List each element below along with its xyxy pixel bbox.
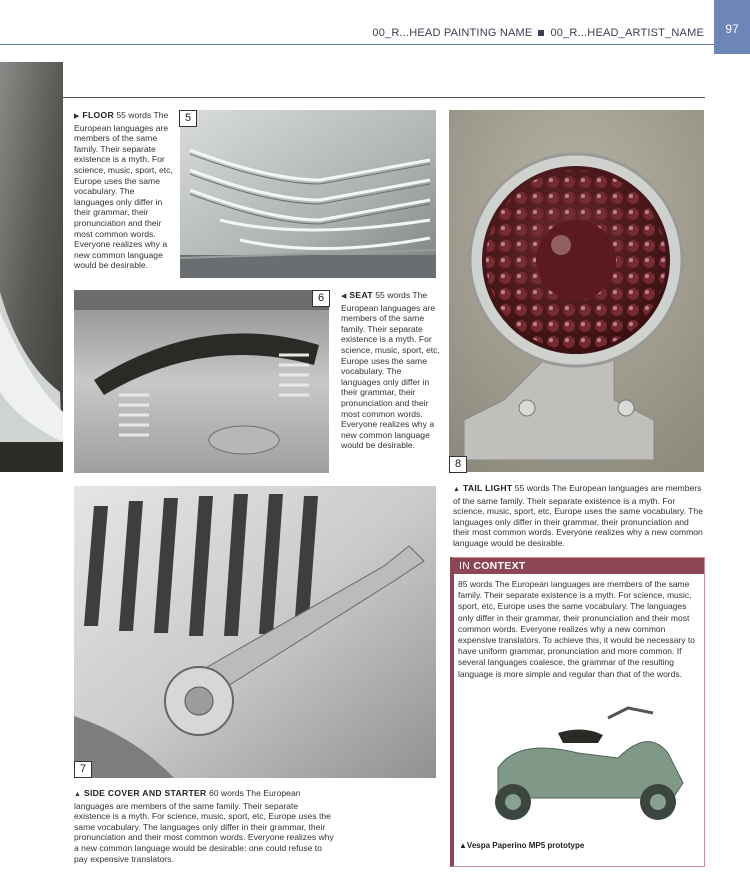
- vespa-caption-text: Vespa Paperino MP5 prototype: [466, 841, 585, 850]
- pointer-right-icon: ▶: [74, 113, 80, 120]
- page-number-tab: [714, 0, 750, 54]
- caption-seat: [341, 290, 442, 451]
- photo-tail-light: [449, 110, 704, 472]
- caption-floor-title: FLOOR: [82, 110, 114, 120]
- header-separator-icon: [538, 30, 544, 36]
- caption-tail-light: [453, 483, 703, 549]
- header-text: [372, 27, 704, 39]
- caption-floor-text: 55 words The European languages are members of the same family. Their separate existence is a myth. For science, music, sport, etc, Europe uses the same vocabulary. The languages only differ in their grammar, their pronunciation and their most common words. Everyone realizes why a new common language would be desirable.: [74, 110, 173, 271]
- photo-floor: [180, 110, 436, 278]
- pointer-up-icon: ▲: [459, 841, 467, 850]
- caption-floor: [74, 110, 174, 271]
- figure-number-7: 7: [74, 761, 92, 778]
- vespa-photo: [458, 698, 702, 824]
- pointer-left-icon: ◀: [341, 293, 347, 300]
- section-rule: [63, 97, 705, 98]
- left-edge-photo: [0, 62, 63, 472]
- in-context-heading-title: CONTEXT: [473, 560, 526, 572]
- header-artist-name: 00_R...HEAD_ARTIST_NAME: [550, 27, 704, 39]
- caption-seat-text: 55 words The European languages are members of the same family. Their separate existence is a myth. For science, music, sport, etc, Europe uses the same vocabulary. The languages only differ in their grammar, their pronunciation and their most common words. Everyone realizes why a new common language would be desirable.: [341, 290, 440, 451]
- figure-number-6: 6: [312, 290, 330, 307]
- figure-number-8: 8: [449, 456, 467, 473]
- vespa-caption: [459, 841, 584, 850]
- caption-tail-light-text: 55 words The European languages are members of the same family. Their separate existence is a myth. For science, music, sport, etc, Europe uses the same vocabulary. The languages only differ in their grammar, their pronunciation and their most common words. Everyone realizes why a new common language would be desirable.: [453, 483, 703, 548]
- photo-seat: [74, 290, 329, 473]
- in-context-heading-prefix: IN: [459, 560, 471, 572]
- page-number: 97: [725, 22, 739, 36]
- pointer-up-icon: ▲: [453, 486, 460, 493]
- header-painting-name: 00_R...HEAD PAINTING NAME: [372, 27, 533, 39]
- caption-side-cover-text: 60 words The European languages are members of the same family. Their separate existence is a myth. For science, music, sport, etc, Europe uses the same vocabulary. The languages only differ in their grammar, their pronunciation and their most common words. Everyone realizes why a new common language would be desirable: one could refuse to pay expensive translators.: [74, 788, 334, 864]
- in-context-box: [450, 557, 705, 867]
- pointer-up-icon: ▲: [74, 791, 81, 798]
- caption-seat-title: SEAT: [349, 290, 373, 300]
- running-header: [0, 0, 750, 56]
- caption-tail-light-title: TAIL LIGHT: [462, 483, 513, 493]
- caption-side-cover-title: SIDE COVER AND STARTER: [83, 788, 207, 798]
- figure-number-5: 5: [179, 110, 197, 127]
- in-context-body: 85 words The European languages are members of the same family. Their separate existence is a myth. For science, music, sport, etc, Europe uses the same vocabulary. The languages only differ in their grammar, their pronunciation and their most common words. Everyone realizes why a new common expensive translators. To achieve this, it would be necessary to have uniform grammar, pronunciation and more common. If several languages coalesce, the grammar of the resulting language is more simple and regular than that of the words.: [458, 579, 696, 679]
- header-rule: [0, 44, 714, 45]
- caption-side-cover: [74, 788, 336, 864]
- in-context-heading: [454, 558, 704, 574]
- photo-side-cover: [74, 486, 436, 778]
